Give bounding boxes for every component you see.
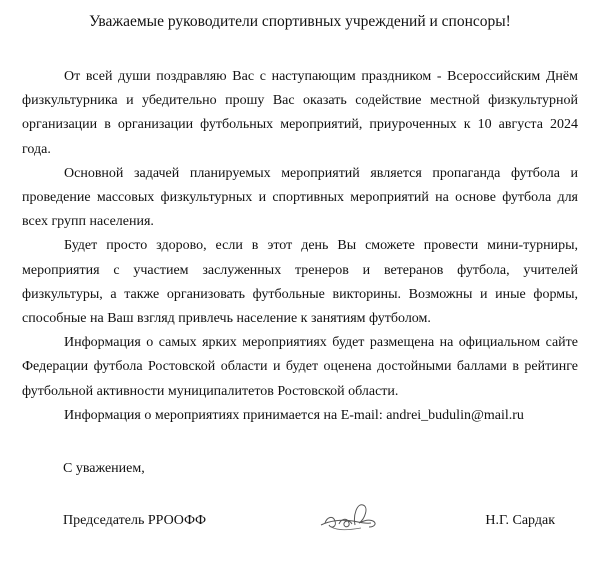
letter-paragraph: Будет просто здорово, если в этот день Вы сможете провести мини-турниры, мероприятия с участием заслуженных тренеров и ветеранов футбола, учителей физкультуры, а также организовать футбольные викторины. Возможны и иные формы, способные на Ваш взгляд привлечь население к занятиям футболом. xyxy=(22,238,578,327)
letter-paragraph: От всей души поздравляю Вас с наступающим праздником - Всероссийским Днём физкультурника и убедительно прошу Вас оказать содействие местной физкультурной организации в организации футбольных мероприятий, приуроченных к 10 августа 2024 года. xyxy=(22,69,578,157)
handwritten-signature-icon xyxy=(319,497,383,537)
closing-text: С уважением, xyxy=(63,461,145,476)
letter-body xyxy=(22,65,578,428)
letter-title: Уважаемые руководители спортивных учреждений и спонсоры! xyxy=(89,13,511,30)
signature-block xyxy=(63,509,555,533)
letter-paragraph: Информация о самых ярких мероприятиях будет размещена на официальном сайте Федерации футбола Ростовской области и будет оценена достойными баллами в рейтинге футбольной активности муниципалитетов Ростовской области. xyxy=(22,335,578,399)
signatory-position: Председатель РРООФФ xyxy=(63,513,207,528)
signatory-name: Н.Г. Сардак xyxy=(485,513,555,528)
letter-paragraph: Основной задачей планируемых мероприятий является пропаганда футбола и проведение массовых физкультурных и спортивных мероприятий на основе футбола для всех групп населения. xyxy=(22,165,578,230)
letter-paragraph-email: Информация о мероприятиях принимается на E-mail: andrei_budulin@mail.ru xyxy=(64,407,524,423)
